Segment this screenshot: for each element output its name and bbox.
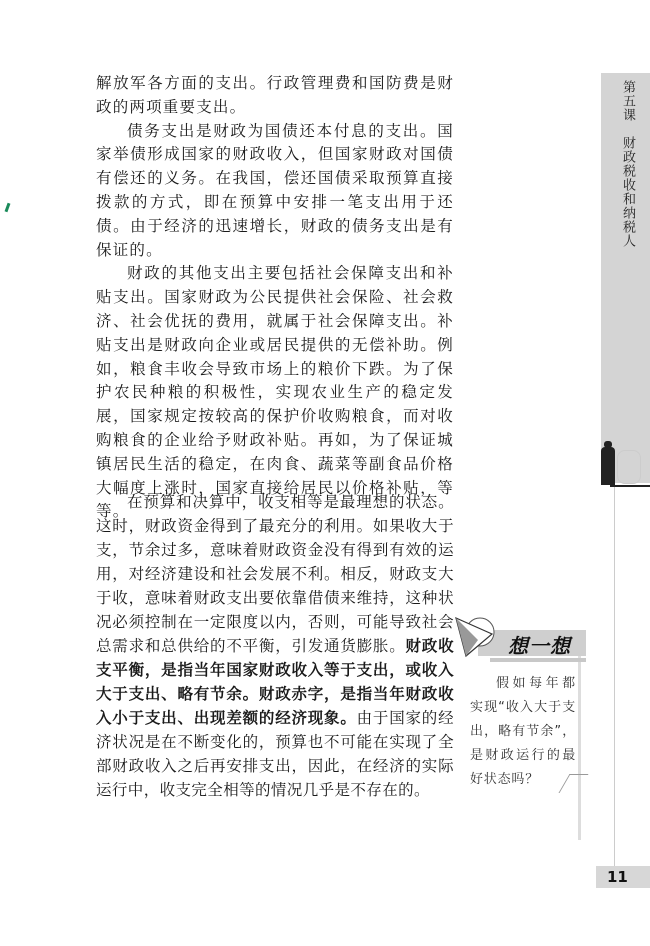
paragraph-4 [96,490,454,802]
lesson-title: 第五课 财政税收和纳税人 [620,80,635,248]
margin-rule [614,487,615,867]
paragraph-2: 债务支出是财政为国债还本付息的支出。国家举债形成国家的财政收入，但国家财政对国债有偿还的义务。在我国，偿还国债采取预算直接拨款的方式，即在预算中安排一笔支出用于还债。由于经济的迅速增长，财政的债务支出是有保证的。 [96,121,454,259]
main-text [96,72,454,524]
ghost-figure-icon [617,450,641,484]
margin-mark [5,203,11,212]
think-question-text: 假如每年都实现“收入大于支出，略有节余”，是财政运行的最好状态吗？ [470,676,576,787]
balance-section [96,490,454,802]
paragraph-4-tail: 由于国家的经济状况是在不断变化的，预算也不可能在实现了全部财政收入之后再安排支出，因此，在经济的实际运行中，收支完全相等的情况几乎是不存在的。 [96,709,454,799]
paragraph-3: 财政的其他支出主要包括社会保障支出和补贴支出。国家财政为公民提供社会保险、社会救济、社会优抚的费用，就属于社会保障支出。补贴支出是财政向企业或居民提供的无偿补助。例如，粮食丰收会导致市场上的粮价下跌。为了保护农民种粮的积极性，实现农业生产的稳定发展，国家规定按较高的保护价收购粮食，而对收购粮食的企业给予财政补贴。再如，为了保证城镇居民生活的稳定，在肉食、蔬菜等副食品价格大幅度上涨时，国家直接给居民以价格补贴，等等。 [96,264,454,521]
divider [610,485,650,487]
think-title: 想一想 [508,634,571,658]
key-definition: 财政收支平衡，是指当年国家财政收入等于支出，或收入大于支出、略有节余。财政赤字，是指当年财政收入小于支出、出现差额的经济现象。 [96,637,454,727]
page-number: 11 [607,868,628,886]
think-question [470,672,576,792]
paragraph-1: 解放军各方面的支出。行政管理费和国防费是财政的两项重要支出。 [96,74,454,116]
paragraph-4-text: 在预算和决算中，收支相等是最理想的状态。这时，财政资金得到了最充分的利用。如果收大于支，节余过多，意味着财政资金没有得到有效的运用，对经济建设和社会发展不利。相反，财政支大于收，意味着财政支出要依靠借债来维持，这种状况必须控制在一定限度以内，否则，可能导致社会总需求和总供给的不平衡，引发通货膨胀。 [96,493,454,655]
person-figure-icon [601,447,615,485]
paper-plane-icon [452,612,496,660]
